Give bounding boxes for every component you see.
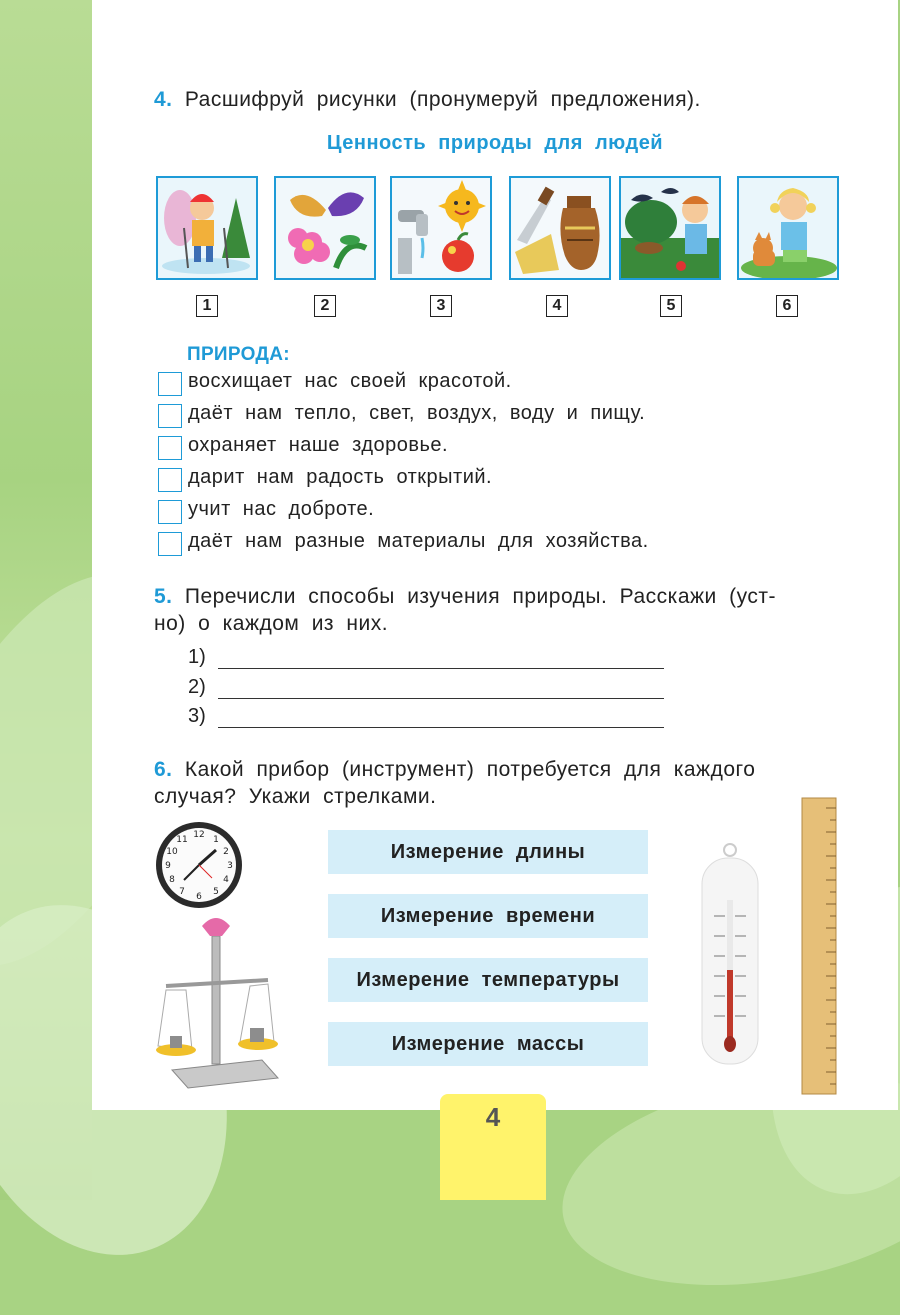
flower-butterfly-icon	[276, 178, 374, 278]
task5-line1	[154, 585, 776, 609]
answer-line[interactable]	[218, 668, 664, 669]
task4-number: 4.	[154, 88, 173, 111]
task6-text-line2: случая? Укажи стрелками.	[154, 785, 437, 808]
answer-checkbox[interactable]	[158, 468, 182, 492]
answer-checkbox[interactable]	[158, 532, 182, 556]
tap-sun-apple-icon	[392, 178, 490, 278]
task5-number: 5.	[154, 585, 173, 608]
answer-line[interactable]	[218, 698, 664, 699]
knife-jug-wood-icon	[511, 178, 609, 278]
answer-label: 3)	[188, 705, 206, 727]
svg-text:5: 5	[213, 887, 219, 897]
task5-text-line2: но) о каждом из них.	[154, 612, 389, 635]
svg-text:8: 8	[169, 875, 175, 885]
label-length[interactable]: Измерение длины	[328, 830, 648, 874]
task4-heading	[154, 88, 701, 112]
textbook-page	[92, 0, 898, 1110]
task4-text: Расшифруй рисунки (пронумеруй предложения).	[184, 88, 701, 111]
answer-line[interactable]	[218, 727, 664, 728]
picture-1	[156, 176, 258, 280]
svg-text:7: 7	[179, 887, 185, 897]
statement-text: даёт нам разные материалы для хозяйства.	[188, 530, 649, 552]
svg-text:12: 12	[193, 830, 205, 840]
skier-child-icon	[158, 178, 256, 278]
answer-checkbox[interactable]	[158, 404, 182, 428]
answer-checkbox[interactable]	[158, 372, 182, 396]
label-temperature[interactable]: Измерение температуры	[328, 958, 648, 1002]
picture-number-3: 3	[430, 295, 452, 317]
picture-6	[737, 176, 839, 280]
statement-text: учит нас доброте.	[188, 498, 375, 520]
child-birds-nest-icon	[621, 178, 719, 278]
answer-checkbox[interactable]	[158, 500, 182, 524]
page-number-tab	[440, 1094, 546, 1200]
statement-text: восхищает нас своей красотой.	[188, 370, 512, 392]
picture-number-5: 5	[660, 295, 682, 317]
picture-4	[509, 176, 611, 280]
thermometer-icon[interactable]	[698, 840, 762, 1070]
answer-label: 2)	[188, 676, 206, 698]
picture-number-4: 4	[546, 295, 568, 317]
task6-number: 6.	[154, 758, 173, 781]
statement-text: даёт нам тепло, свет, воздух, воду и пищу.	[188, 402, 646, 424]
task4-subtitle: Ценность природы для людей	[326, 132, 664, 154]
svg-text:4: 4	[223, 875, 229, 885]
page-number: 4	[485, 1102, 501, 1132]
answer-label: 1)	[188, 646, 206, 668]
task6-text-line1: Какой прибор (инструмент) потребуется для каждого	[184, 758, 756, 781]
picture-number-2: 2	[314, 295, 336, 317]
picture-2	[274, 176, 376, 280]
clock-icon[interactable]	[154, 820, 244, 910]
svg-text:10: 10	[166, 847, 178, 857]
svg-text:1: 1	[213, 835, 219, 845]
picture-3	[390, 176, 492, 280]
girl-kitten-icon	[739, 178, 837, 278]
svg-text:11: 11	[176, 835, 188, 845]
statement-text: охраняет наше здоровье.	[188, 434, 449, 456]
svg-text:3: 3	[227, 861, 233, 871]
scales-icon[interactable]	[152, 910, 282, 1090]
ruler-icon[interactable]	[800, 796, 838, 1096]
label-time[interactable]: Измерение времени	[328, 894, 648, 938]
statement-text: дарит нам радость открытий.	[188, 466, 493, 488]
answer-checkbox[interactable]	[158, 436, 182, 460]
task5-text-line1: Перечисли способы изучения природы. Расскажи (уст-	[184, 585, 776, 608]
svg-text:9: 9	[165, 861, 171, 871]
priroda-heading: ПРИРОДА:	[187, 344, 290, 365]
picture-5	[619, 176, 721, 280]
svg-text:6: 6	[196, 892, 202, 902]
picture-number-6: 6	[776, 295, 798, 317]
svg-text:2: 2	[223, 847, 229, 857]
task6-line1	[154, 758, 755, 782]
picture-number-1: 1	[196, 295, 218, 317]
label-mass[interactable]: Измерение массы	[328, 1022, 648, 1066]
